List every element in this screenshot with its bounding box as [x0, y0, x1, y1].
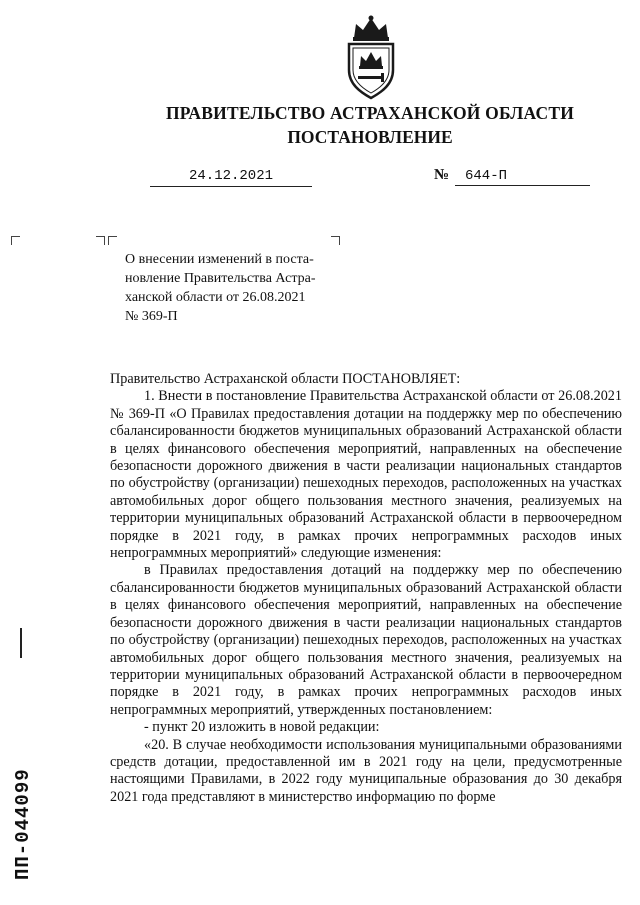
- document-subject: [125, 250, 335, 326]
- margin-serial-code: ПП-044099: [12, 768, 34, 880]
- body-paragraph: - пункт 20 изложить в новой редакции:: [144, 719, 380, 736]
- subject-line: № 369-П: [125, 309, 178, 324]
- corner-mark: [331, 236, 340, 245]
- subject-line: О внесении изменений в поста-: [125, 252, 314, 267]
- body-paragraph: в Правилах предоставления дотаций на поддержку мер по обеспечению сбалансированности бюджетов муниципальных образований Астраханской области в целях финансового обеспечения мероприятий, направленных на обеспечение безопасности дорожного движения в части реализации национальных стандартов по обустройству (организации) пешеходных переходов, расположенных на участках автомобильных дорог общего пользования местного значения, реализуемых на территории муниципальных образований Астраханской области в первоочередном порядке в 2021 году, в рамках прочих непрограммных расходов иных непрограммных мероприятий, утвержденных постановлением:: [110, 562, 622, 718]
- corner-mark: [96, 236, 105, 245]
- document-body: [110, 371, 622, 806]
- corner-mark: [108, 236, 117, 245]
- body-paragraph: Правительство Астраханской области ПОСТАНОВЛЯЕТ:: [110, 371, 461, 387]
- document-type: ПОСТАНОВЛЕНИЕ: [287, 127, 453, 147]
- document-date: 24.12.2021: [150, 168, 312, 187]
- body-paragraph: 1. Внести в постановление Правительства Астраханской области от 26.08.2021 № 369-П «О Правилах предоставления дотации на поддержку мер по обеспечению сбалансированности бюджетов муниципальных образований Астраханской области в целях финансового обеспечения мероприятий, направленных на обеспечение безопасности дорожного движения в части реализации национальных стандартов по обустройству (организации) пешеходных переходов, расположенных на участках автомобильных дорог общего пользования местного значения, реализуемых на территории муниципальных образований Астраханской области в первоочередном порядке в 2021 году, в рамках прочих непрограммных расходов иных непрограммных мероприятий» следующие изменения:: [110, 388, 622, 562]
- document-number: 644-П: [455, 168, 590, 186]
- body-paragraph: «20. В случае необходимости использования муниципальными образованиями средств дотации, предоставленной им в 2021 году на цели, предусмотренные настоящими Правилами, в 2022 году муниципальные образования до 30 декабря 2021 года представляют в министерство информацию по форме: [110, 736, 622, 805]
- government-title: ПРАВИТЕЛЬСТВО АСТРАХАНСКОЙ ОБЛАСТИ: [165, 103, 575, 123]
- margin-mark: [20, 628, 22, 658]
- number-label: №: [434, 167, 450, 183]
- coat-of-arms-icon: [340, 14, 402, 100]
- subject-line: новление Правительства Астра-: [125, 271, 316, 286]
- corner-mark: [11, 236, 20, 245]
- subject-line: ханской области от 26.08.2021: [125, 290, 306, 305]
